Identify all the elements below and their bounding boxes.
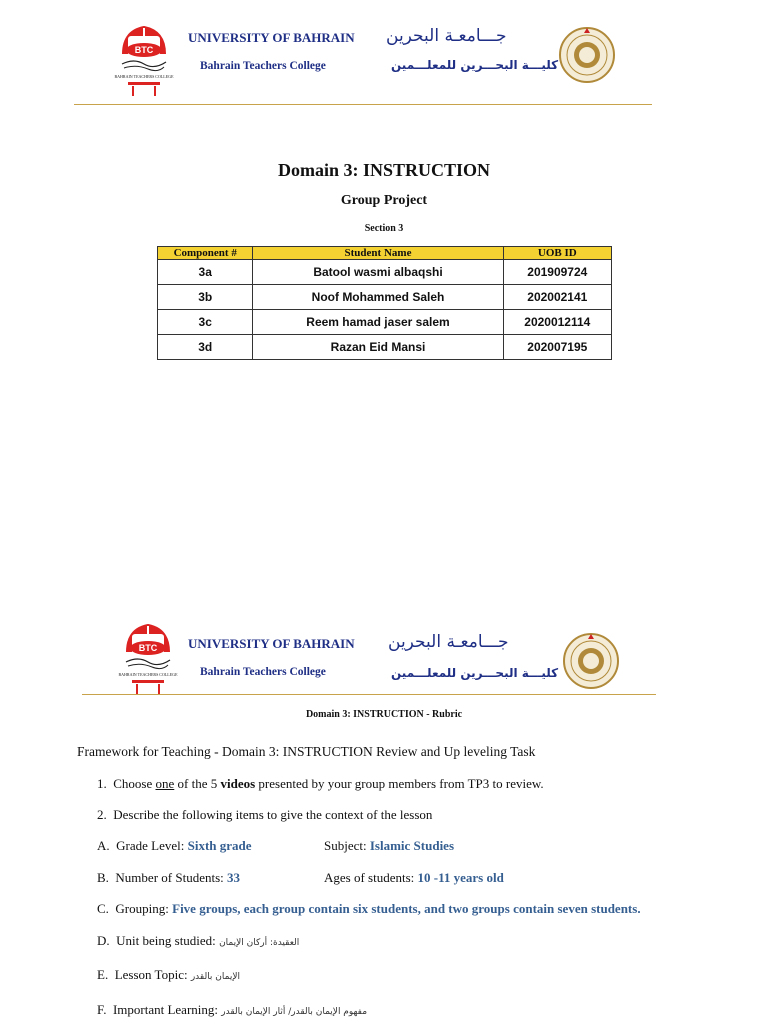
table-row <box>158 260 612 285</box>
grouping-label: Grouping: <box>115 901 173 916</box>
table-row <box>158 285 612 310</box>
document-subtitle: Group Project <box>340 193 428 208</box>
table-row <box>158 335 612 360</box>
item-e-letter: E. <box>97 967 109 982</box>
document-title: Domain 3: INSTRUCTION <box>277 160 491 180</box>
item-1-text-c: presented by your group members from TP3 to review. <box>255 776 544 791</box>
unit-label: Unit being studied: <box>116 933 220 948</box>
component-cell: 3c <box>158 310 253 335</box>
component-cell: 3b <box>158 285 253 310</box>
ages-field <box>324 870 504 886</box>
item-c-letter: C. <box>97 901 109 916</box>
item-c-grouping <box>97 901 641 917</box>
table-row <box>158 310 612 335</box>
item-f-letter: F. <box>97 1002 107 1017</box>
ages-value: 10 -11 years old <box>417 870 504 885</box>
uob-id-cell: 201909724 <box>503 260 611 285</box>
ages-label: Ages of students: <box>324 870 418 885</box>
grouping-value: Five groups, each group contain six students, and two groups contain seven students. <box>172 901 641 916</box>
grade-level-value: Sixth grade <box>187 838 252 853</box>
item-f-learning <box>97 1002 367 1018</box>
unit-value: العقيدة: أركان الإيمان <box>219 938 300 948</box>
item-d-letter: D. <box>97 933 110 948</box>
header-banner <box>118 622 658 698</box>
important-learning-value: مفهوم الإيمان بالقدر/ أثار الإيمان بالقدر <box>221 1007 368 1017</box>
item-e-topic <box>97 967 240 983</box>
university-name-en: UNIVERSITY OF BAHRAIN <box>188 30 355 45</box>
component-cell: 3a <box>158 260 253 285</box>
header-divider <box>74 104 652 105</box>
component-cell: 3d <box>158 335 253 360</box>
framework-heading: Framework for Teaching - Domain 3: INSTRUCTION Review and Up leveling Task <box>77 744 536 759</box>
item-2-number: 2. <box>97 807 107 822</box>
important-learning-label: Important Learning: <box>112 1002 222 1017</box>
item-1-text-a: Choose <box>113 776 156 791</box>
college-name-en: Bahrain Teachers College <box>200 60 326 72</box>
uob-id-cell: 202007195 <box>503 335 611 360</box>
college-name-ar: كليـــة البحـــرين للمعلـــمين <box>391 58 559 72</box>
subject-value: Islamic Studies <box>369 838 455 853</box>
item-1-number: 1. <box>97 776 107 791</box>
page-2 <box>0 600 768 1024</box>
uob-id-cell: 202002141 <box>503 285 611 310</box>
item-1-text-videos: videos <box>220 776 256 791</box>
college-name-en: Bahrain Teachers College <box>200 666 326 678</box>
university-seal-icon <box>562 632 620 690</box>
btc-logo <box>114 24 184 100</box>
student-name-cell: Batool wasmi albaqshi <box>253 260 503 285</box>
header-banner <box>114 24 654 100</box>
item-1 <box>97 776 544 792</box>
btc-logo <box>118 622 188 698</box>
num-students-value: 33 <box>227 870 240 885</box>
student-name-cell: Razan Eid Mansi <box>253 335 503 360</box>
subject-field <box>324 838 454 854</box>
item-1-text-one: one <box>155 776 175 791</box>
btc-badge-text: BTC <box>134 45 154 55</box>
uob-id-cell: 2020012114 <box>503 310 611 335</box>
btc-caption: BAHRAIN TEACHERS COLLEGE <box>114 74 174 79</box>
university-seal-icon <box>558 26 616 84</box>
column-header-component: Component # <box>158 247 253 260</box>
table-header-row <box>158 247 612 260</box>
item-a-letter: A. <box>97 838 110 853</box>
lesson-topic-value: الإيمان بالقدر <box>190 972 240 982</box>
item-b-students <box>97 870 240 886</box>
btc-badge-text: BTC <box>138 643 158 653</box>
num-students-label: Number of Students: <box>115 870 227 885</box>
university-name-ar: جـــامعـة البحرين <box>386 26 507 46</box>
university-name-ar: جـــامعـة البحرين <box>388 632 509 652</box>
lesson-topic-label: Lesson Topic: <box>114 967 191 982</box>
rubric-title: Domain 3: INSTRUCTION - Rubric <box>305 709 463 720</box>
item-2 <box>97 807 432 823</box>
student-name-cell: Reem hamad jaser salem <box>253 310 503 335</box>
item-1-text-b: of the 5 <box>174 776 221 791</box>
btc-caption: BAHRAIN TEACHERS COLLEGE <box>118 672 178 677</box>
item-d-unit <box>97 933 299 949</box>
student-name-cell: Noof Mohammed Saleh <box>253 285 503 310</box>
column-header-student-name: Student Name <box>253 247 503 260</box>
subject-label: Subject: <box>324 838 370 853</box>
column-header-uob-id: UOB ID <box>503 247 611 260</box>
section-label: Section 3 <box>364 223 404 234</box>
grade-level-label: Grade Level: <box>116 838 188 853</box>
item-a-grade <box>97 838 252 854</box>
item-b-letter: B. <box>97 870 109 885</box>
student-table <box>157 246 612 360</box>
university-name-en: UNIVERSITY OF BAHRAIN <box>188 636 355 651</box>
college-name-ar: كليـــة البحـــرين للمعلـــمين <box>391 666 559 680</box>
item-2-text: Describe the following items to give the context of the lesson <box>113 807 433 822</box>
header-divider <box>82 694 656 695</box>
